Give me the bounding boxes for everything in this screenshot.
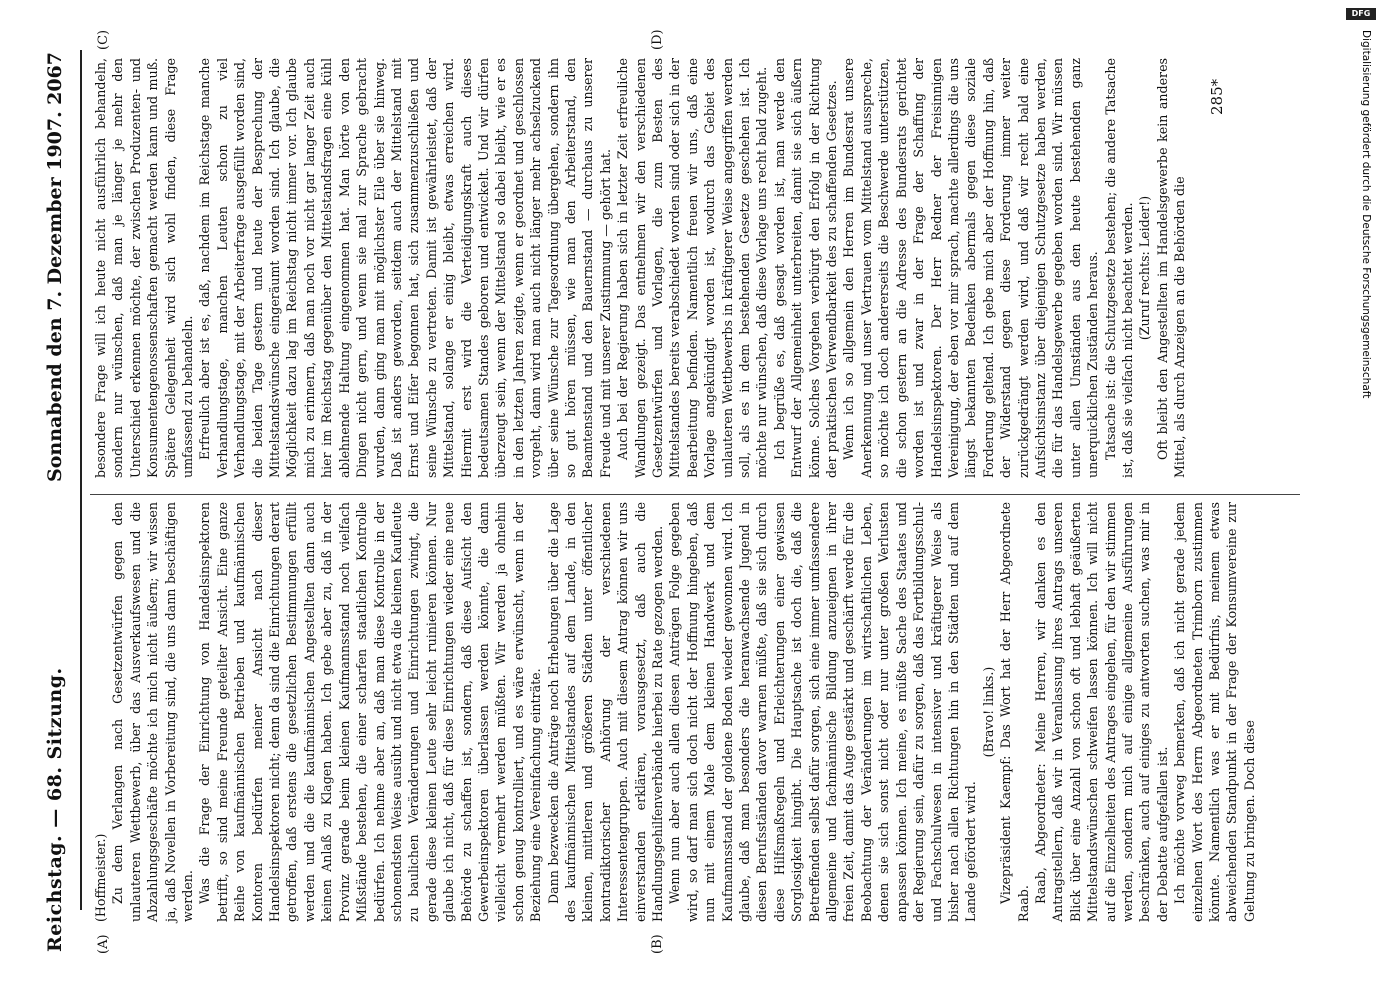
- paragraph: Wenn nun aber auch allen diesen Anträgen Folge gegeben wird, so darf man sich doch nicht der Hoffnung hingeben, daß nun mit einem Male dem kleinen Handwerk und dem Kaufmannsstand der goldene Boden wieder gewonnen wird. Ich glaube, daß man besonders die heranwachsende Jugend in diesen Berufsständen davor warnen müßte, daß sie sich durch diese Hilfsmaßregeln und Erleichterungen einer gewissen Sorglosigkeit hingibt. Die Hauptsache ist doch die, daß die Betreffenden selbst dafür sorgen, sich eine immer umfassendere allgemeine und fachmännische Bildung anzueignen in ihrer freien Zeit, damit das Auge gestärkt und geschärft werde für die Beobachtung der Veränderungen im wirtschaftlichen Leben, denen sie sich sonst nicht oder nur unter großen Verlusten anpassen können. Ich meine, es müßte Sache des Staates und der Regierung sein, dafür zu sorgen, daß das Fortbildungsschul- und Fachschulwesen in intensiver und kräftigerer Weise als bisher nach allen Richtungen hin in den Städten und auf dem Lande gefördert wird.: [667, 502, 979, 922]
- page-number: 2067: [44, 52, 66, 105]
- header-date: Sonnabend den 7. Dezember 1907.: [44, 111, 66, 482]
- paragraph: Zu dem Verlangen nach Gesetzentwürfen gegen den unlauteren Wettbewerb, über das Ausverkaufswesen und die Abzahlungsgeschäfte möchte ich mich nicht äußern; wir wissen ja, daß Novellen in Vorbereitung sind, die uns dann beschäftigen werden.: [110, 502, 196, 922]
- paragraph: Oft bleibt den Angestellten im Handelsgewerbe kein anderes Mittel, als durch Anzeigen an die Behörden die: [1154, 58, 1188, 478]
- paragraph: Wenn ich so allgemein den Herren im Bundesrat unsere Anerkennung und unser Vertrauen vom Mittelstand ausspreche, so möchte ich doch andererseits die Beschwerde unterstützen, die schon gestern an die Adresse des Bundesrats gerichtet worden ist und zwar in der Frage der Schaffung der Handelsinspektoren. Der Herr Redner der Freisinnigen Vereinigung, der eben vor mir sprach, machte allerdings die uns längst bekannten Bedenken abermals gegen diese soziale Forderung geltend. Ich gebe mich aber der Hoffnung hin, daß der Widerstand gegen diese Forderung immer weiter zurückgedrängt werden wird, und daß wir recht bald eine Aufsichtsinstanz über diejenigen Schutzgesetze haben werden, die für das Handelsgewerbe gegeben worden sind. Wir müssen unter allen Umständen aus den heute bestehenden ganz unerquicklichen Zuständen heraus.: [841, 58, 1101, 478]
- paragraph: Dann bezwecken die Anträge noch Erhebungen über die Lage des kaufmännischen Mittelstandes auf dem Lande, in den kleinen, mittleren und größeren Städten unter öffentlicher kontradiktorischer Anhörung der verschiedenen Interessentengruppen. Auch mit diesem Antrag können wir uns einverstanden erklären, vorausgesetzt, daß auch die Handlungsgehilfenverbände hierbei zu Rate gezogen werden.: [545, 502, 665, 922]
- column-divider: [90, 494, 1300, 495]
- paragraph: Ich möchte vorweg bemerken, daß ich nicht gerade jedem einzelnen Wort des Herrn Abgeordneten Trimborn zustimmen könnte. Namentlich was er mit Bedürfnis, meinem etwas abweichenden Standpunkt in der Frage der Konsumvereine zur Geltung zu bringen. Doch diese: [1172, 502, 1257, 922]
- paragraph: besondere Frage will ich heute nicht ausführlich behandeln, sondern nur wünschen, daß man je länger je mehr den Unterschied erkennen möchte, der zwischen Produzenten- und Konsumentengenossenschaften gemacht werden kann und muß. Spätere Gelegenheit wird sich wohl finden, diese Frage umfassend zu behandeln.: [93, 58, 196, 478]
- side-note-text: Digitalisierung gefördert durch die Deutsche Forschungsgemeinschaft: [1360, 30, 1372, 399]
- paragraph: Was die Frage der Einrichtung von Handelsinspektoren betrifft, so sind meine Freunde geteilter Ansicht. Eine ganze Reihe von kaufmännischen Betrieben und kaufmännischen Kontoren bedürfen meiner Ansicht nach dieser Handelsinspektoren nicht; denn da sind die Einrichtungen derart getroffen, daß erstens die gesetzlichen Bestimmungen erfüllt werden und die die kaufmännischen Angestellten dann auch keinen Anlaß zu Klagen haben. Ich gebe aber zu, daß in der Provinz gerade beim kleinen Kaufmannsstand noch vielfach Mißstände bestehen, die einer scharfen staatlichen Kontrolle bedürfen. Ich nehme aber an, daß man diese Kontrolle in der schonendsten Weise ausübt und nicht etwa die kleinen Kaufleute zu baulichen Veränderungen und Einrichtungen zwingt, die gerade diese kleinen Leute sehr leicht ruinieren können. Nur glaube ich nicht, daß für diese Einrichtungen wieder eine neue Behörde zu schaffen ist, sondern, daß diese Aufsicht den Gewerbeinspektoren überlassen werden könnte, die dann vielleicht vermehrt werden müßten. Wir werden ja ohnehin schon genug kontrolliert, und es wäre erwünscht, wenn in der Beziehung eine Vereinfachung einträte.: [197, 502, 544, 922]
- left-column: [92, 502, 1258, 922]
- paragraph: Erfreulich aber ist es, daß, nachdem im Reichstage manche Verhandlungstage, manchen Leuten schon zu viel Verhandlungstage, mit der Arbeiterfrage ausgefüllt worden sind, die beiden Tage gestern und heute der Besprechung der Mittelstandswünsche eingeräumt worden sind. Ich glaube, die Möglichkeit dazu lag im Reichstag nicht immer vor. Ich glaube mich zu erinnern, daß man noch vor nicht gar langer Zeit auch hier im Reichstag gegenüber den Mittelstandsfragen eine kühl ablehnende Haltung eingenommen hat. Man hörte von den Dingen nicht gern, und wenn sie mal zur Sprache gebracht wurden, dann ging man mit möglichster Eile über sie hinweg. Daß ist anders geworden, seitdem auch der Mittelstand mit Ernst und Eifer begonnen hat, sich zusammenzuschließen und seine Wünsche zu vertreten. Damit ist gewährleistet, daß der Mittelstand, solange er einig bleibt, etwas erreichen wird. Hiermit erst wird die Verteidigungskraft auch dieses bedeutsamen Standes geboren und entwickelt. Und wir dürfen überzeugt sein, wenn der Mittelstand so dabei bleibt, wie er es in den letzten Jahren zeigte, wenn er geordnet und geschlossen vorgeht, dann wird man auch nicht länger mehr achselzuckend über seine Wünsche zur Tagesordnung übergehen, sondern ihn so gut hören müssen, wie man den Arbeiterstand, den Beamtenstand und den Bauernstand — durchaus zu unserer Freude und mit unserer Zustimmung — gehört hat.: [197, 58, 613, 478]
- header-rule: [80, 50, 82, 910]
- header-session: Reichstag. — 68. Sitzung.: [44, 667, 66, 952]
- margin-mark-c: (C): [96, 29, 111, 50]
- page-header: [44, 52, 80, 952]
- margin-mark-d: (D): [650, 29, 665, 50]
- paragraph: Ich begrüße es, daß gesagt worden ist, man werde den Entwurf der Allgemeinheit unterbreiten, damit sie sich äußern könne. Solches Vorgehen verbürgt den Erfolg in der Richtung der praktischen Verwendbarkeit des zu schaffenden Gesetzes.: [771, 58, 840, 478]
- side-note: [1358, 30, 1372, 870]
- paragraph: Tatsache ist: die Schutzgesetze bestehen; die andere Tatsache ist, daß sie vielfach nicht beachtet werden.: [1102, 58, 1135, 478]
- dfg-logo: DFG: [1346, 8, 1376, 20]
- paragraph: Raab, Abgeordneter: Meine Herren, wir danken es den Antragstellern, daß wir in Veranlassung ihres Antrags unseren Blick über eine Anzahl von schon oft und lebhaft geäußerten Mittelstandswünschen schweifen lassen können. Ich will nicht auf die Einzelheiten des Antrages eingehen, für den wir stimmen werden, sondern mich auf einige allgemeine Ausführungen beschränken, auch auf einiges zu antworten suchen, was mir in der Debatte aufgefallen ist.: [1032, 502, 1170, 922]
- interjection: (Zuruf rechts: Leider!): [1137, 195, 1153, 341]
- paragraph: Vizepräsident Kaempf: Das Wort hat der Herr Abgeordnete Raab.: [998, 502, 1031, 922]
- margin-mark-b: (B): [650, 934, 665, 954]
- speaker-tag: (Hoffmeister.): [93, 833, 108, 922]
- paragraph: Auch bei der Regierung haben sich in letzter Zeit erfreuliche Wandlungen gezeigt. Das entnehmen wir den verschiedenen Gesetzentwürfen und Vorlagen, die zum Besten des Mittelstandes bereits verabschiedet worden sind oder sich in der Bearbeitung befinden. Namentlich freuen wir uns, daß eine Vorlage angekündigt worden ist, wodurch das Gebiet des unlauteren Wettbewerbs in kräftigerer Weise angegriffen werden soll, als es in dem bestehenden Gesetze geschehen ist. Ich möchte nur wünschen, daß diese Vorlage uns recht bald zugeht.: [615, 58, 770, 478]
- margin-mark-a: (A): [96, 934, 111, 954]
- right-column: [92, 58, 1189, 478]
- signature-mark: 285*: [1208, 78, 1226, 115]
- interjection: (Bravo! links.): [980, 666, 996, 758]
